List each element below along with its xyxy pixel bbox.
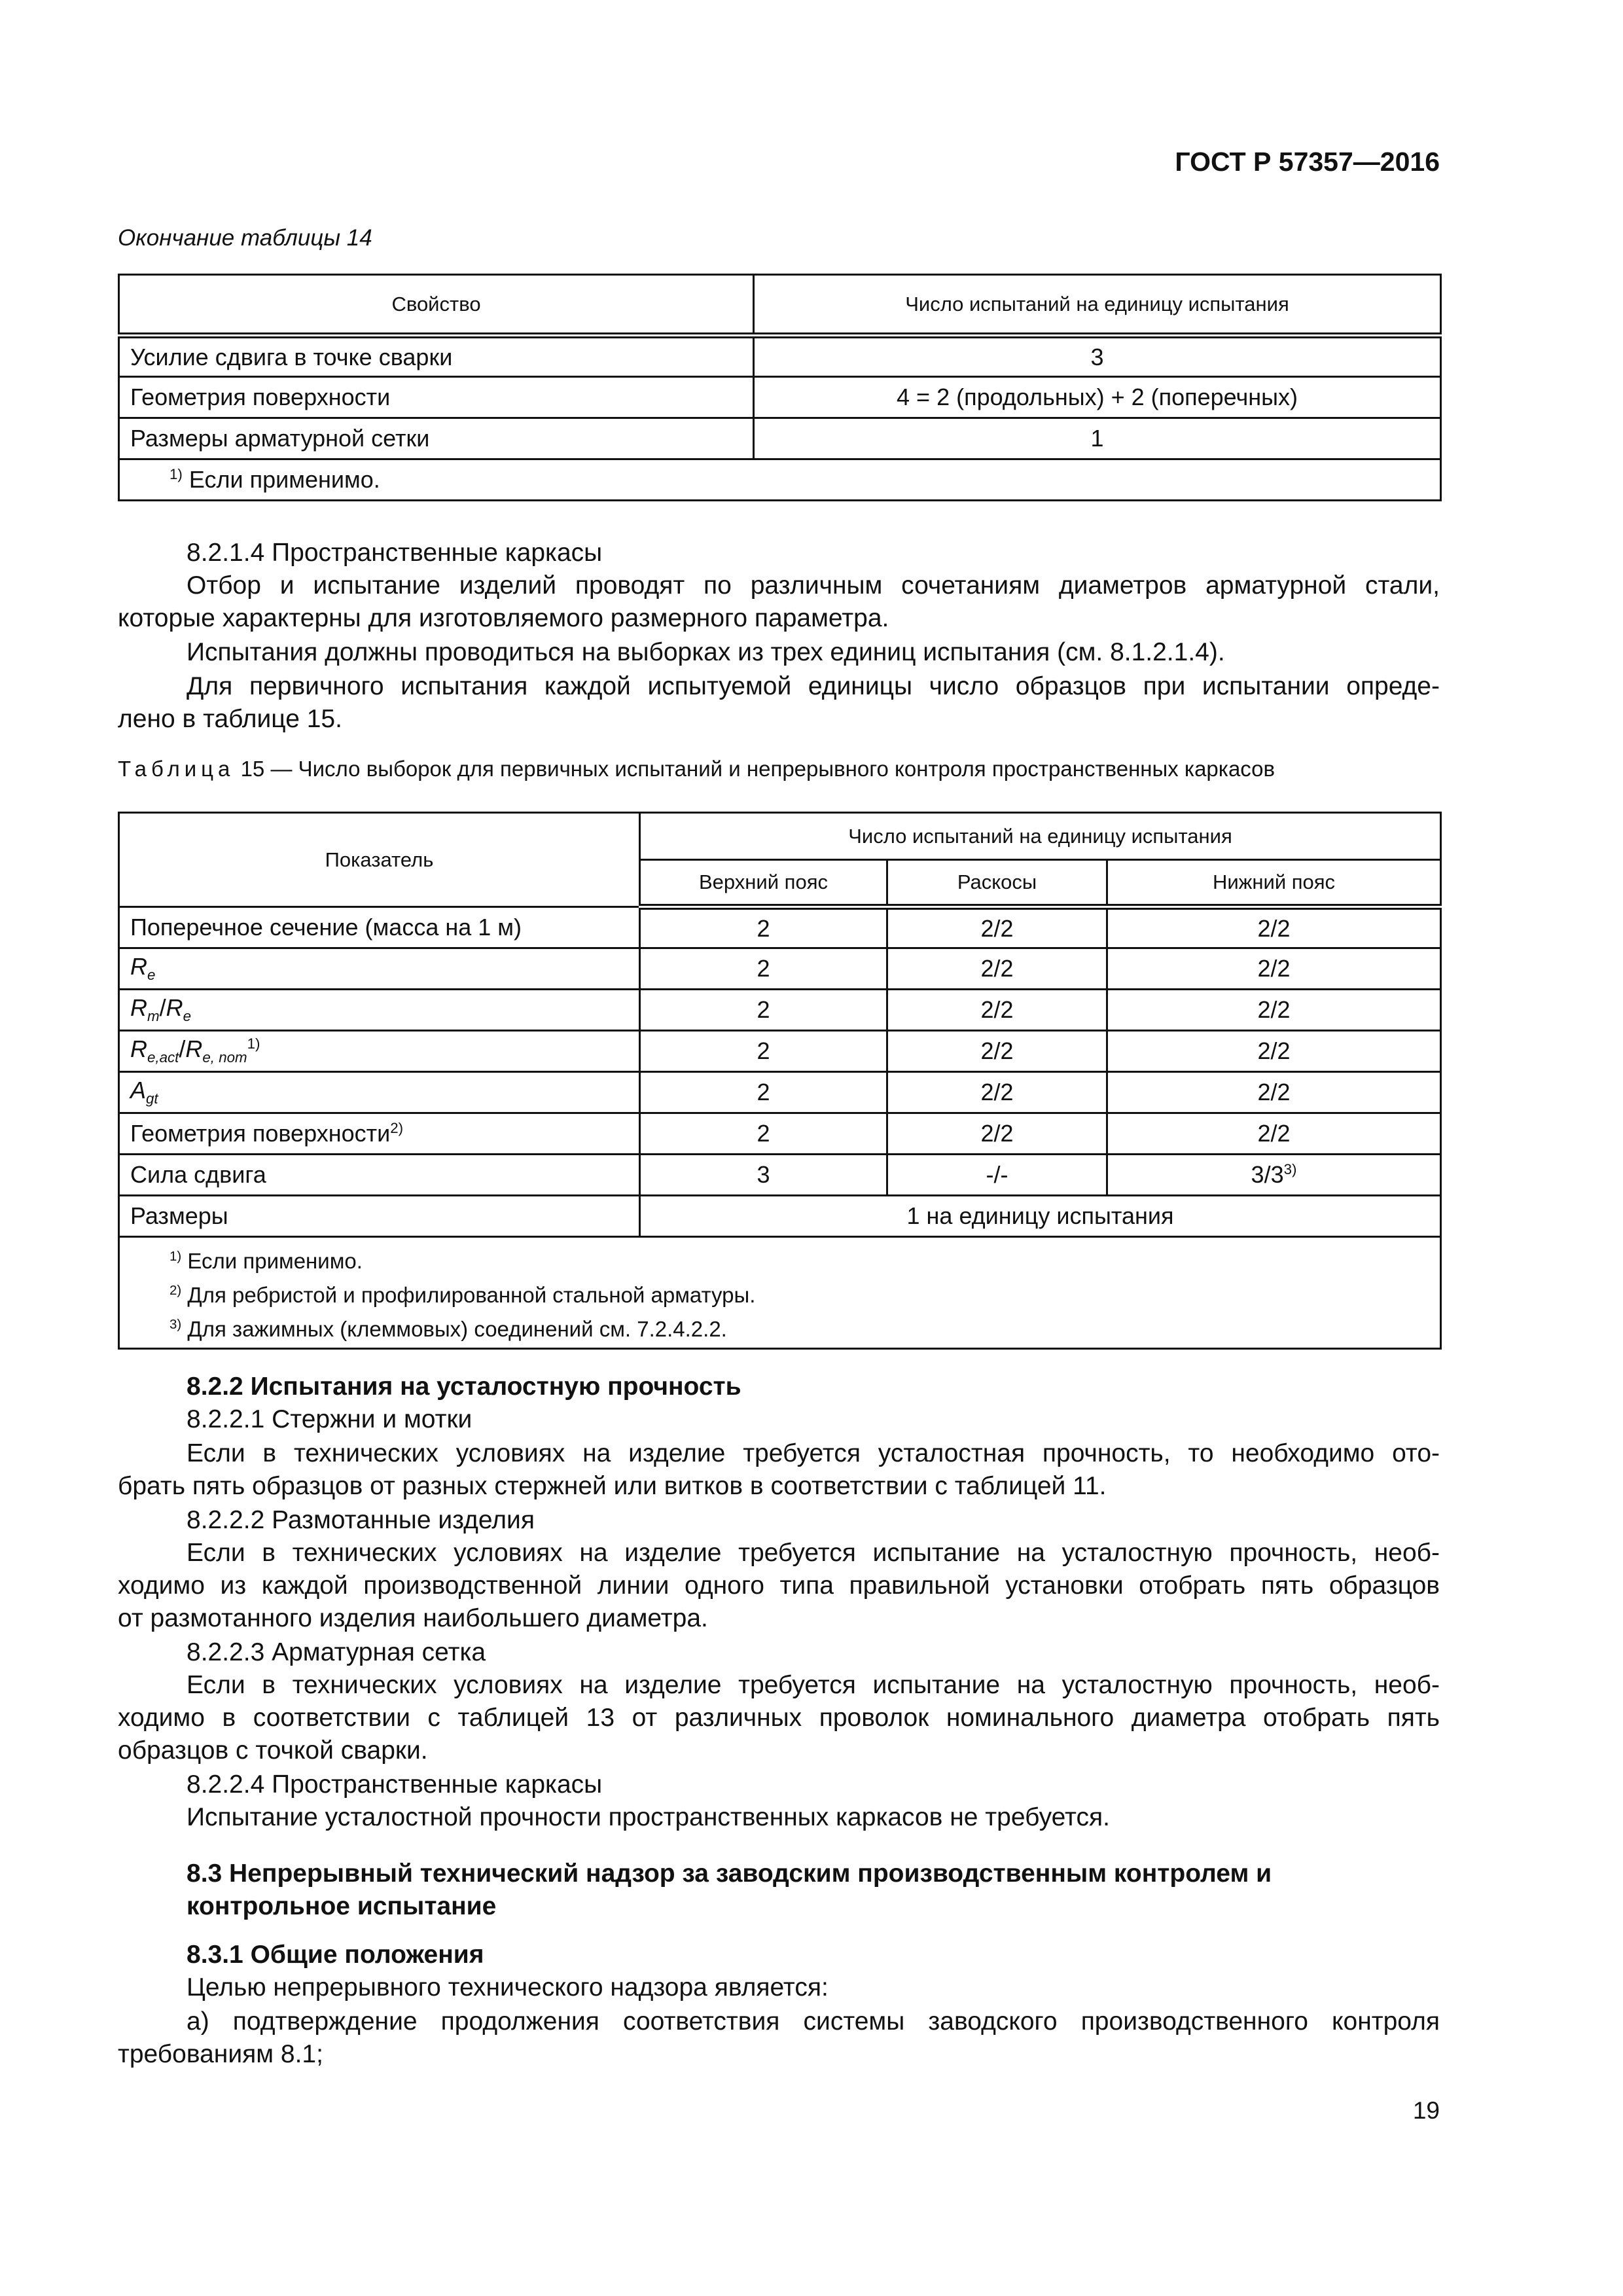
symbol-slash: / — [159, 994, 166, 1022]
footnote-mark: 1) — [169, 466, 183, 482]
symbol-subscript: gt — [146, 1090, 158, 1107]
table-cell: 2/2 — [1107, 990, 1441, 1031]
symbol: R — [166, 994, 183, 1022]
section-8-2-2-3-title: 8.2.2.3 Арматурная сетка — [187, 1638, 486, 1666]
section-8-2-2-title: 8.2.2 Испытания на усталостную прочность — [187, 1372, 741, 1401]
table-row — [119, 907, 1441, 948]
table-header-cell: Свойство — [119, 275, 754, 336]
table-cell: Усилие сдвига в точке сварки — [119, 336, 754, 377]
cell-value: 3/3 — [1251, 1161, 1284, 1188]
table-cell: 2 — [640, 907, 887, 948]
caption-label: Таблица — [118, 757, 235, 781]
paragraph-line: которые характерны для изготовляемого размерного параметра. — [118, 604, 889, 632]
table-14 — [118, 274, 1442, 501]
symbol: R — [130, 953, 147, 980]
table-header-row — [119, 275, 1441, 336]
table-cell: 2/2 — [887, 1072, 1107, 1113]
symbol: R — [130, 1035, 147, 1063]
table-cell: Сила сдвига — [119, 1155, 640, 1196]
table-cell: Поперечное сечение (масса на 1 м) — [119, 907, 640, 948]
document-header: ГОСТ Р 57357—2016 — [1175, 147, 1440, 177]
table-cell: 2/2 — [1107, 948, 1441, 990]
section-8-3-title-cont: контрольное испытание — [187, 1892, 497, 1920]
paragraph-line: а) подтверждение продолжения соответствия системы заводского производственного контроля — [187, 2007, 1440, 2036]
footnote-mark: 1) — [169, 1249, 182, 1264]
footnote-mark: 3) — [1283, 1161, 1297, 1177]
table-row — [119, 377, 1441, 418]
section-8-3-title: 8.3 Непрерывный технический надзор за заводским производственным контролем и — [187, 1859, 1272, 1888]
footnote-text: Если применимо. — [188, 466, 380, 493]
table-cell: 2/2 — [887, 990, 1107, 1031]
paragraph-line: ходимо в соответствии с таблицей 13 от различных проволок номинального диаметра отобрать пять — [118, 1704, 1440, 1732]
footnote — [169, 1310, 1429, 1344]
table-header-row — [119, 813, 1441, 860]
table-cell: Размеры — [119, 1196, 640, 1237]
footnote — [169, 1276, 1429, 1310]
table-cell: 2/2 — [1107, 1031, 1441, 1072]
paragraph-line: Для первичного испытания каждой испытуемой единицы число образцов при испытании опреде- — [187, 672, 1440, 700]
table-cell: 2 — [640, 948, 887, 990]
table-cell: -/- — [887, 1155, 1107, 1196]
table-cell — [119, 948, 640, 990]
table-row — [119, 336, 1441, 377]
table-header-cell: Число испытаний на единицу испытания — [640, 813, 1441, 860]
table-cell — [119, 1031, 640, 1072]
table-cell: Геометрия поверхности — [119, 377, 754, 418]
symbol: R — [130, 994, 147, 1022]
symbol-subscript: e,act — [147, 1049, 179, 1066]
table-cell: 2 — [640, 1031, 887, 1072]
table-cell — [119, 990, 640, 1031]
symbol-slash: / — [179, 1035, 186, 1063]
table-header-cell: Число испытаний на единицу испытания — [754, 275, 1441, 336]
paragraph-line: Испытание усталостной прочности пространственных каркасов не требуется. — [187, 1803, 1110, 1831]
table-header-cell: Нижний пояс — [1107, 860, 1441, 907]
table-cell: Размеры арматурной сетки — [119, 418, 754, 459]
symbol-subscript: e — [147, 967, 156, 984]
table-row — [119, 1113, 1441, 1155]
table-footnotes — [119, 1237, 1441, 1349]
table-cell: 1 — [754, 418, 1441, 459]
symbol: R — [185, 1035, 203, 1063]
symbol-subscript: e, nom — [202, 1049, 247, 1066]
table-cell: 2/2 — [887, 1031, 1107, 1072]
table-cell: 2/2 — [1107, 1072, 1441, 1113]
paragraph-line: от размотанного изделия наибольшего диаметра. — [118, 1604, 708, 1632]
table-row — [119, 1155, 1441, 1196]
table-cell: 2/2 — [1107, 907, 1441, 948]
footnote-mark: 2) — [390, 1120, 404, 1136]
paragraph-line: Испытания должны проводиться на выборках из трех единиц испытания (см. 8.1.2.1.4). — [187, 638, 1225, 666]
table-cell — [119, 1072, 640, 1113]
table-row — [119, 418, 1441, 459]
table-cell: 3 — [640, 1155, 887, 1196]
table-row — [119, 1031, 1441, 1072]
table-cell: 2/2 — [887, 907, 1107, 948]
table-footnote — [119, 459, 1441, 501]
paragraph-line: Если в технических условиях на изделие требуется усталостная прочность, то необходимо ото- — [187, 1439, 1440, 1467]
footnote-text: Для зажимных (клеммовых) соединений см. 7.2.4.2.2. — [187, 1317, 727, 1341]
section-8-2-2-1-title: 8.2.2.1 Стержни и мотки — [187, 1405, 473, 1433]
table-cell: 4 = 2 (продольных) + 2 (поперечных) — [754, 377, 1441, 418]
table-15 — [118, 812, 1442, 1350]
caption-text: — Число выборок для первичных испытаний и непрерывного контроля пространственных каркасов — [270, 757, 1275, 781]
table-cell: 2 — [640, 1113, 887, 1155]
table-header-cell: Показатель — [119, 813, 640, 907]
footnote-mark: 3) — [169, 1317, 182, 1332]
paragraph-line: Если в технических условиях на изделие требуется испытание на усталостную прочность, необ- — [187, 1671, 1440, 1699]
table-cell: 2 — [640, 990, 887, 1031]
table15-caption — [118, 757, 1440, 781]
caption-number: 15 — [240, 757, 265, 781]
footnote — [169, 1242, 1429, 1276]
footnote-text: Если применимо. — [187, 1249, 363, 1273]
symbol: A — [130, 1077, 147, 1104]
table-cell: 3 — [754, 336, 1441, 377]
paragraph-line: Если в технических условиях на изделие требуется испытание на усталостную прочность, необ- — [187, 1539, 1440, 1567]
table-footnote-row — [119, 459, 1441, 501]
paragraph-line: ходимо из каждой производственной линии одного типа правильной установки отобрать пять образцов — [118, 1571, 1440, 1600]
section-8-2-2-4-title: 8.2.2.4 Пространственные каркасы — [187, 1770, 603, 1799]
paragraph-line: лено в таблице 15. — [118, 705, 342, 733]
paragraph-line: требованиям 8.1; — [118, 2040, 323, 2068]
table-cell — [119, 1113, 640, 1155]
paragraph-line: образцов с точкой сварки. — [118, 1736, 428, 1765]
table14-continuation-label: Окончание таблицы 14 — [118, 225, 372, 251]
table-footnotes-row — [119, 1237, 1441, 1349]
table-row — [119, 1072, 1441, 1113]
paragraph-line: брать пять образцов от разных стержней или витков в соответствии с таблицей 11. — [118, 1472, 1107, 1500]
paragraph-line: Целью непрерывного технического надзора является: — [187, 1973, 829, 2001]
table-cell: 2/2 — [887, 948, 1107, 990]
table-header-cell: Раскосы — [887, 860, 1107, 907]
footnote-text: Для ребристой и профилированной стальной арматуры. — [187, 1283, 756, 1307]
page-number: 19 — [1412, 2097, 1440, 2124]
table-row — [119, 1196, 1441, 1237]
section-8-2-2-2-title: 8.2.2.2 Размотанные изделия — [187, 1506, 535, 1534]
table-cell — [1107, 1155, 1441, 1196]
paragraph-line: Отбор и испытание изделий проводят по различным сочетаниям диаметров арматурной стали, — [187, 571, 1440, 600]
section-8-2-1-4-title: 8.2.1.4 Пространственные каркасы — [187, 539, 603, 567]
table-header-cell: Верхний пояс — [640, 860, 887, 907]
table-cell: 1 на единицу испытания — [640, 1196, 1441, 1237]
footnote-mark: 2) — [169, 1283, 182, 1298]
table-row — [119, 990, 1441, 1031]
table-cell: 2/2 — [887, 1113, 1107, 1155]
section-8-3-1-title: 8.3.1 Общие положения — [187, 1941, 484, 1969]
footnote-mark: 1) — [247, 1035, 260, 1052]
symbol-subscript: m — [147, 1008, 160, 1025]
table-cell: 2 — [640, 1072, 887, 1113]
table-cell: 2/2 — [1107, 1113, 1441, 1155]
row-label: Геометрия поверхности — [130, 1120, 391, 1147]
table-row — [119, 948, 1441, 990]
symbol-subscript: e — [183, 1008, 192, 1025]
